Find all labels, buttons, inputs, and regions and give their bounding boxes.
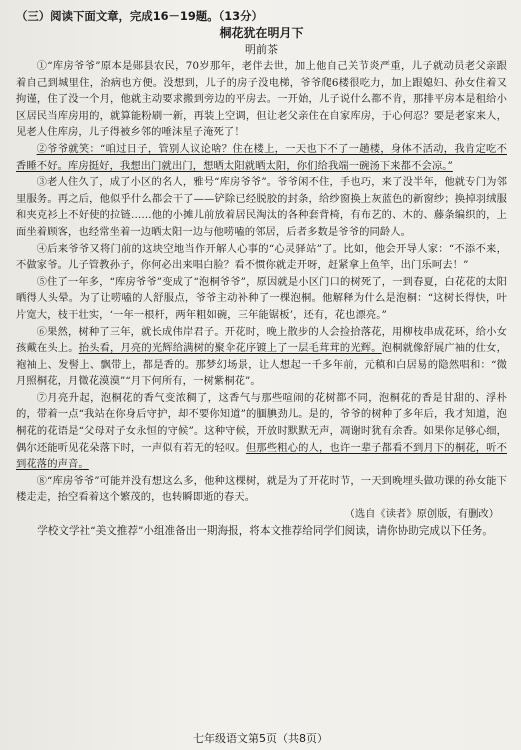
article-paragraph xyxy=(16,274,507,324)
article-source: （选自《读者》原创版，有删改） xyxy=(344,508,499,521)
paragraph-text: ③老人住久了，成了小区的名人，雅号“库房爷爷”。爷爷闲不住，手也巧，来了没半年，他就专门为邻里服务。再之后，他似乎什么都会干了——铲除已经脱胶的封条，给纱窗换上灰蓝色的新窗纱；换掉羽绒服和夹克衫上不好使的拉链……他的小摊儿前放着居民淘汰的各种套背椅，有布艺的、木的、藤条编织的，上面坐着顾客，也经常坐着一边晒太阳一边与他唠嗑的邻居，后者多数是爷爷的同龄人。 xyxy=(16,176,507,238)
article-paragraph xyxy=(16,473,507,506)
paragraph-text: ④后来爷爷又将门前的这块空地当作开解人心事的“心灵驿站”了。比如，他会开导人家：“不添不来，不做家爷。儿子管教孙子，你何必出来唱白脸？看不惯你就走开呀，赶紧拿上鱼竿，出门乐呵去！” xyxy=(16,242,507,272)
article-paragraph xyxy=(16,174,507,240)
underlined-sentence: 但那些粗心的人，也许一辈子都看不到月下的桐花，听不到花落的声音。 xyxy=(16,441,508,471)
underlined-sentence: 抬头看，月亮的光辉给满树的聚伞花序镀上了一层毛茸茸的光辉。 xyxy=(78,342,382,355)
paragraph-text: ①“库房爷爷”原本是郧县农民，70岁那年，老伴去世，加上他自己关节炎严重，儿子就动员老父亲跟着自己到城里住，治病也方便。没想到，儿子的房子没电梯，爷爷爬6楼很吃力，加上跟媳妇、孙女住着又拘谨，住了没一个月，他就主动要求搬到旁边的平房去。一开始，儿子说什么都不肯，那排平房本是租给小区居民当库房用的，就算能粉刷一新，再装上空调，但让老父亲住在自家库房，于心何忍？要是老家来人，见老人住库房，儿子得被乡邻的唾沫星子淹死了！ xyxy=(16,60,507,139)
article-paragraph xyxy=(16,141,507,174)
article-body xyxy=(16,58,507,506)
underlined-sentence: ②爷爷就笑：“咱过日子，管别人议论啥？住在楼上，一天也下不了一趟楼，身体不活动，我肯定吃不香睡不好。库房挺好，我想出门就出门，想晒太阳就晒太阳，你们给我端一碗汤下来都不会凉。” xyxy=(16,142,507,172)
article-title: 桐花犹在明月下 xyxy=(219,26,304,40)
paragraph-text: ⑧“库房爷爷”可能并没有想这么多，他种这棵树，就是为了开花时节，一天到晚埋头做功课的孙女能下楼走走，抬空看着这个繁茂的，也转瞬即逝的春天。 xyxy=(16,474,507,504)
paragraph-text: ⑤住了一年多，“库房爷爷”变成了“泡桐爷爷”，原因就是小区门口的树死了，一到春夏，白花花的太阳晒得人头晕。为了让唠嗑的人舒服点，爷爷主动补种了一棵泡桐。他解释为什么是泡桐：“这树长得快，叶片宽大，枝干壮实，‘一年一根杆，两年粗如碗，三年能锯板’，还有，花也漂亮。” xyxy=(16,275,507,321)
task-intro: 学校文学社“美文推荐”小组准备出一期海报，将本文推荐给同学们阅读，请你协助完成以下任务。 xyxy=(37,525,493,538)
paragraph-text: ⑦月亮升起，泡桐花的香气变浓稠了，这香气与那些喧闹的花树都不同，泡桐花的香是甘甜的、浮朴的，带着一点“我站在你身后守护，却不要你知道”的腼腆劲儿。是的，爷爷的树种了多年后，我才知道，泡桐花的花语是“父母对子女永恒的守候”。这种守候，开放时默默无声，凋谢时犹有余香。如果你足够心细，偶尔还能听见花朵落下时，一声似有若无的轻叹。 xyxy=(16,391,507,454)
paragraph-text: 泡桐就像舒展广袖的仕女，袍袖上、发髻上、飘带上，都是香的。那梦幻场景，让人想起一千多年前，元稹和白居易的隐然唱和：“微月照桐花，月微花漠漠”“月下何所有，一树紫桐花”。 xyxy=(16,342,507,388)
section-heading: （三）阅读下面文章，完成16－19题。（13分） xyxy=(16,9,263,23)
article-paragraph xyxy=(16,241,507,274)
article-author: 明前茶 xyxy=(245,43,278,56)
page-footer: 七年级语文第5页（共8页） xyxy=(193,732,328,745)
article-paragraph xyxy=(16,390,507,473)
article-paragraph xyxy=(16,324,507,390)
article-paragraph xyxy=(16,58,507,141)
paragraph-text: ⑥果然，树种了三年，就长成伟岸君子。开花时，晚上散步的人会捡拾落花，用柳枝串成花环，给小女孩戴在头上。 xyxy=(16,325,507,355)
